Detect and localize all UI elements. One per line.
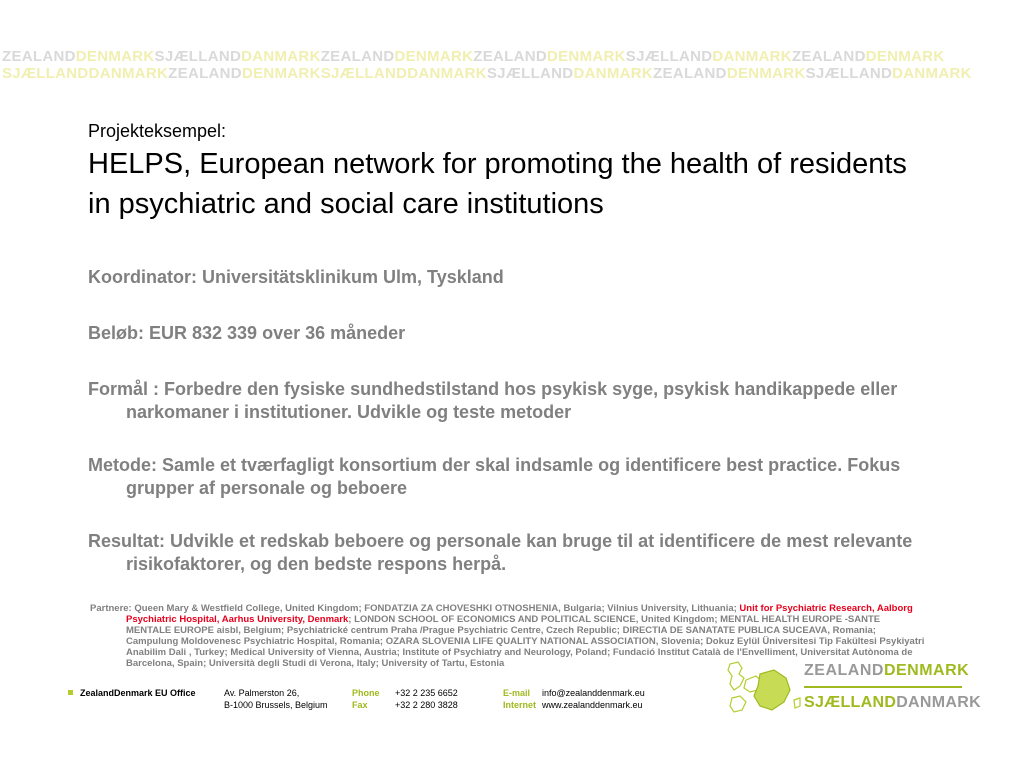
banner-word: DENMARK (726, 65, 806, 82)
banner-word: SJÆLLAND (154, 48, 242, 65)
slide-header (88, 120, 948, 224)
footer-phone: +32 2 235 6652 (395, 688, 458, 698)
brand-banner (0, 44, 1024, 86)
point-budget: Beløb: EUR 832 339 over 36 måneder (88, 323, 406, 343)
footer-address (224, 687, 328, 711)
banner-word: DANMARK (892, 65, 972, 82)
logo-text-top (804, 662, 969, 680)
banner-row-2 (2, 65, 972, 83)
banner-word: DANMARK (88, 65, 169, 82)
banner-word: ZEALAND (791, 48, 866, 65)
banner-word: DENMARK (547, 48, 626, 65)
point-purpose: Formål : Forbedre den fysiske sundhedstilstand hos psykisk syge, psykisk handikappede eller narkomaner i institutioner. Udvikle og teste metoder (88, 379, 898, 422)
banner-word: DENMARK (241, 65, 321, 82)
point-method: Metode: Samle et tværfagligt konsortium der skal indsamle og identificere best practice. Fokus grupper af personale og beboere (88, 455, 901, 498)
footer-fax-label: Fax (352, 700, 368, 710)
point-result: Resultat: Udvikle et redskab beboere og personale kan bruge til at identificere de mest relevante risikofaktorer, og den bedste respons herpå. (88, 531, 913, 574)
banner-word: DENMARK (394, 48, 474, 65)
banner-word: DANMARK (712, 48, 792, 65)
logo-word: DENMARK (883, 662, 970, 679)
logo-word: ZEALAND (804, 662, 884, 679)
banner-word: SJÆLLAND (805, 65, 893, 82)
logo-divider (804, 686, 962, 688)
banner-word: DANMARK (573, 65, 654, 82)
banner-row-1 (2, 48, 944, 66)
banner-word: DENMARK (865, 48, 945, 65)
footer-fax: +32 2 280 3828 (395, 700, 458, 710)
slide-subtitle: Projekteksempel: (88, 121, 227, 141)
logo-text-bottom (804, 694, 981, 712)
footer-website-link[interactable]: www.zealanddenmark.eu (542, 700, 643, 710)
partners-highlight: Unit for Psychiatric Research, Aalborg Psychiatric Hospital, Aarhus University, Denmark (126, 603, 913, 625)
footer-internet-label: Internet (503, 700, 537, 710)
footer-address-line2: B-1000 Brussels, Belgium (224, 700, 328, 710)
denmark-map-icon (724, 660, 802, 716)
zealand-denmark-logo (724, 660, 981, 718)
banner-word: SJÆLLAND (2, 65, 89, 82)
banner-word: ZEALAND (653, 65, 727, 82)
footer-bullet-icon (68, 690, 73, 695)
logo-word: SJÆLLAND (804, 694, 897, 711)
footer-address-line1: Av. Palmerston 26, (224, 688, 300, 698)
logo-word: DANMARK (896, 694, 981, 711)
slide-title: HELPS, European network for promoting the health of residents in psychiatric and social care institutions (88, 148, 907, 220)
banner-word: ZEALAND (473, 48, 547, 65)
banner-word: SJÆLLAND (320, 65, 408, 82)
footer-contact-labels (352, 687, 380, 711)
banner-word: DANMARK (407, 65, 487, 82)
point-coordinator: Koordinator: Universitätsklinikum Ulm, Tyskland (88, 267, 504, 287)
banner-word: ZEALAND (2, 48, 76, 65)
footer-contact-values (395, 687, 458, 711)
footer-email-link[interactable]: info@zealanddenmark.eu (542, 688, 645, 698)
footer-email-label: E-mail (503, 688, 531, 698)
banner-word: ZEALAND (320, 48, 395, 65)
footer-office: ZealandDenmark EU Office (80, 688, 196, 698)
footer-phone-label: Phone (352, 688, 380, 698)
footer-web-values (542, 687, 645, 711)
partners-text-before: Partnere: Queen Mary & Westfield College, United Kingdom; FONDATZIA ZA CHOVESHKI OTNOSHENIA, Bulgaria; Vilnius University, Lithuania; (90, 603, 740, 614)
banner-word: SJÆLLAND (486, 65, 574, 82)
banner-word: SJÆLLAND (625, 48, 713, 65)
partners-text-after: ; LONDON SCHOOL OF ECONOMICS AND POLITICAL SCIENCE, United Kingdom; MENTAL HEALTH EUROPE -SANTE MENTALE EUROPE aisbl, Belgium; Psychiatrické centrum Praha /Prague Psychiatric Centre, Czech Republic; DIRECTIA DE SANATATE PUBLICA SUCEAVA, Romania; Campulung Moldovenesc Psychiatric Hospital, Romania; OZARA SLOVENIA LIFE QUALITY NATIONAL ASSOCIATION, Slovenia; Dokuz Eylül Üniversitesi Tip Fakültesi Psykiyatri Anabilim Dali , Turkey; Medical University of Vienna, Austria; Institute of Psychiatry and Neurology, Poland; Fundació Institut Català de l'Envelliment, Universitat Autònoma de Barcelona, Spain; Università degli Studi di Verona, Italy; University of Tartu, Estonia (126, 614, 925, 669)
footer-web-labels (503, 687, 536, 711)
banner-word: ZEALAND (168, 65, 242, 82)
banner-word: DENMARK (75, 48, 155, 65)
banner-word: DANMARK (241, 48, 321, 65)
